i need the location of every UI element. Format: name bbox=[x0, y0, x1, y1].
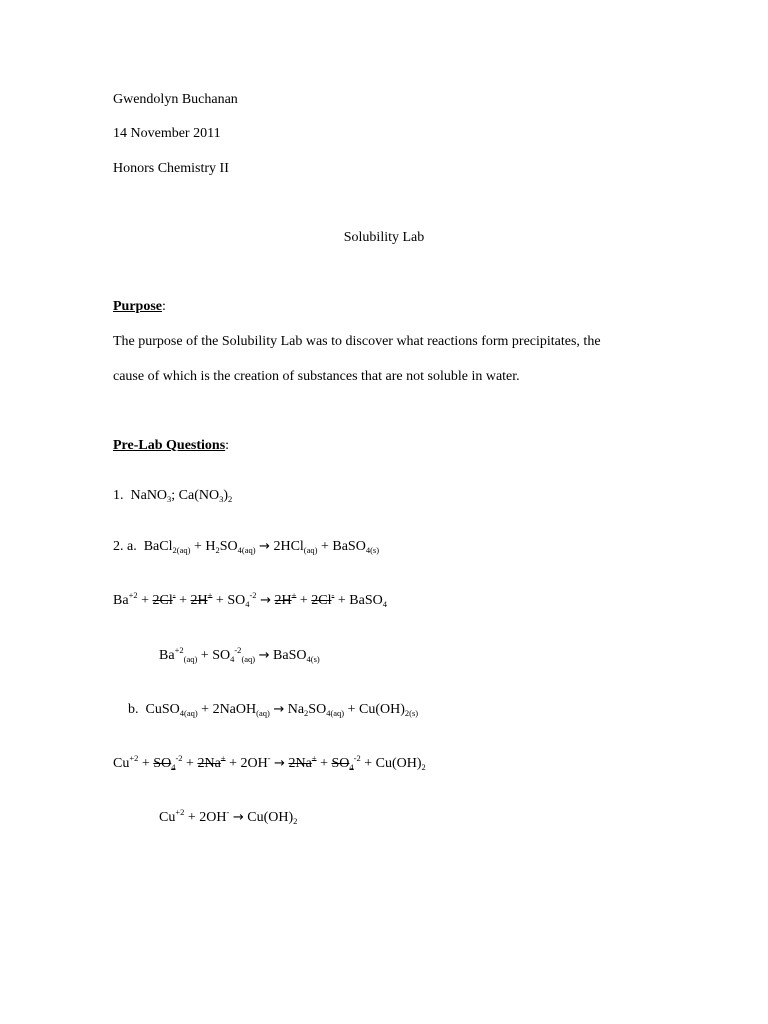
ionic-part: + bbox=[316, 756, 332, 771]
q1-formula-part: ) bbox=[223, 488, 229, 503]
cancelled-ion-text: 2Cl bbox=[311, 593, 332, 608]
state-subscript: (aq) bbox=[241, 654, 256, 664]
ionic-part: + bbox=[296, 593, 312, 608]
ionic-part: Cu bbox=[113, 756, 130, 771]
ion-charge: +2 bbox=[128, 590, 138, 600]
ion-charge: +2 bbox=[129, 753, 139, 763]
ionic-part: + bbox=[137, 593, 153, 608]
course-name: Honors Chemistry II bbox=[113, 161, 229, 176]
q2b-part: + Cu(OH) bbox=[344, 702, 405, 717]
ion-subscript: 4 bbox=[171, 762, 176, 772]
purpose-text-line-2: cause of which is the creation of substances that are not soluble in water. bbox=[113, 369, 520, 384]
q2b-part: SO bbox=[308, 702, 327, 717]
q2b-subscript: 4(aq) bbox=[179, 708, 198, 718]
author-name: Gwendolyn Buchanan bbox=[113, 92, 238, 107]
ion-charge: - bbox=[226, 807, 230, 817]
q2a-subscript: 2 bbox=[215, 545, 220, 555]
purpose-text-line-1: The purpose of the Solubility Lab was to discover what reactions form precipitates, the bbox=[113, 334, 601, 349]
ion-charge: + bbox=[220, 753, 226, 763]
ion-subscript: 2 bbox=[421, 762, 426, 772]
q2a-subscript: 4(aq) bbox=[237, 545, 256, 555]
ion-charge: -2 bbox=[249, 590, 257, 600]
cancelled-ion-text: SO bbox=[153, 756, 172, 771]
q2b-part: + 2NaOH bbox=[197, 702, 257, 717]
report-date: 14 November 2011 bbox=[113, 126, 221, 141]
prelab-heading-line bbox=[113, 437, 229, 455]
reaction-arrow-icon: → bbox=[274, 756, 285, 771]
q1-number: 1. bbox=[113, 488, 124, 503]
ionic-part: + SO bbox=[212, 593, 246, 608]
cancelled-ion bbox=[311, 590, 335, 608]
q2b-subscript: 2(s) bbox=[404, 708, 419, 718]
q1-formula-part: NaNO bbox=[130, 488, 168, 503]
reaction-arrow-icon: → bbox=[258, 648, 270, 663]
q1-subscript: 3 bbox=[219, 494, 224, 504]
cancelled-ion bbox=[288, 753, 317, 771]
net-part: Cu bbox=[159, 810, 176, 825]
purpose-heading: Purpose bbox=[113, 299, 162, 314]
q2b-subscript: (aq) bbox=[256, 708, 270, 718]
q2a-part: SO bbox=[219, 539, 238, 554]
q2a-subscript: (aq) bbox=[303, 545, 318, 555]
q2a-part: + H bbox=[190, 539, 216, 554]
cancelled-ion bbox=[153, 756, 175, 771]
state-subscript: 4(s) bbox=[306, 654, 320, 664]
q2b-label: b. bbox=[128, 702, 139, 717]
q1-formula-part: ; Ca(NO bbox=[171, 488, 220, 503]
ion-charge: -2 bbox=[353, 753, 361, 763]
cancelled-ion bbox=[331, 756, 353, 771]
purpose-heading-line bbox=[113, 298, 166, 316]
ion-charge: + bbox=[207, 590, 213, 600]
reaction-arrow-icon: → bbox=[259, 539, 270, 554]
cancelled-ion-text: 2Cl bbox=[152, 593, 173, 608]
cancelled-ion bbox=[274, 590, 297, 608]
net-part: + SO bbox=[197, 648, 231, 663]
ion-charge: - bbox=[267, 753, 271, 763]
reaction-arrow-icon: → bbox=[273, 702, 285, 717]
question-2a-ionic-equation bbox=[113, 592, 387, 610]
cancelled-ion-text: SO bbox=[331, 756, 350, 771]
cancelled-ion-text: 2H bbox=[190, 593, 208, 608]
document-title: Solubility Lab bbox=[343, 230, 425, 245]
ionic-part: + bbox=[182, 756, 198, 771]
purpose-colon: : bbox=[162, 299, 166, 314]
question-1 bbox=[113, 487, 232, 505]
prelab-colon: : bbox=[225, 438, 230, 453]
cancelled-ion-text: 2Na bbox=[197, 756, 221, 771]
ion-charge: + bbox=[311, 753, 317, 763]
ion-subscript: 2 bbox=[293, 816, 298, 826]
ion-subscript: 4 bbox=[349, 762, 354, 772]
q2a-subscript: 2(aq) bbox=[172, 545, 191, 555]
cancelled-ion-text: 2H bbox=[274, 593, 292, 608]
q1-subscript: 2 bbox=[228, 494, 233, 504]
cancelled-ion bbox=[197, 753, 226, 771]
ionic-part: + 2OH bbox=[225, 756, 268, 771]
q2a-part: 2HCl bbox=[273, 539, 304, 554]
q1-subscript: 3 bbox=[167, 494, 172, 504]
ionic-part: + bbox=[138, 756, 154, 771]
ionic-part: + bbox=[175, 593, 191, 608]
q2b-subscript: 2 bbox=[304, 708, 309, 718]
cancelled-ion bbox=[190, 590, 213, 608]
net-part: Cu(OH) bbox=[247, 810, 294, 825]
question-2b-net-ionic bbox=[159, 809, 297, 827]
prelab-heading: Pre-Lab Questions bbox=[113, 438, 226, 453]
ion-subscript: 4 bbox=[245, 599, 250, 609]
q2a-part: BaCl bbox=[143, 539, 173, 554]
q2b-part: Na bbox=[287, 702, 305, 717]
reaction-arrow-icon: → bbox=[232, 810, 244, 825]
ion-charge: -2 bbox=[175, 753, 183, 763]
question-2a-net-ionic bbox=[159, 647, 320, 665]
ion-charge: +2 bbox=[174, 645, 184, 655]
q2a-label: 2. a. bbox=[113, 539, 137, 554]
cancelled-ion bbox=[152, 590, 176, 608]
question-2b-equation bbox=[128, 701, 418, 719]
ion-charge: - bbox=[172, 590, 176, 600]
net-part: Ba bbox=[159, 648, 175, 663]
cancelled-ion-text: 2Na bbox=[288, 756, 312, 771]
ionic-part: Ba bbox=[113, 593, 129, 608]
ion-charge: -2 bbox=[234, 645, 242, 655]
q2a-part: + BaSO bbox=[317, 539, 366, 554]
net-part: BaSO bbox=[273, 648, 307, 663]
question-2a-equation bbox=[113, 538, 379, 556]
ion-subscript: 4 bbox=[230, 654, 235, 664]
ion-charge: + bbox=[291, 590, 297, 600]
q2a-subscript: 4(s) bbox=[365, 545, 380, 555]
question-2b-ionic-equation bbox=[113, 755, 426, 773]
state-subscript: (aq) bbox=[183, 654, 198, 664]
ionic-part: + BaSO bbox=[334, 593, 383, 608]
ion-subscript: 4 bbox=[382, 599, 387, 609]
reaction-arrow-icon: → bbox=[260, 593, 271, 608]
q2b-part: CuSO bbox=[145, 702, 180, 717]
q2b-subscript: 4(aq) bbox=[326, 708, 345, 718]
ion-charge: +2 bbox=[175, 807, 185, 817]
ion-charge: - bbox=[331, 590, 335, 600]
ionic-part: + Cu(OH) bbox=[360, 756, 422, 771]
net-part: + 2OH bbox=[184, 810, 227, 825]
